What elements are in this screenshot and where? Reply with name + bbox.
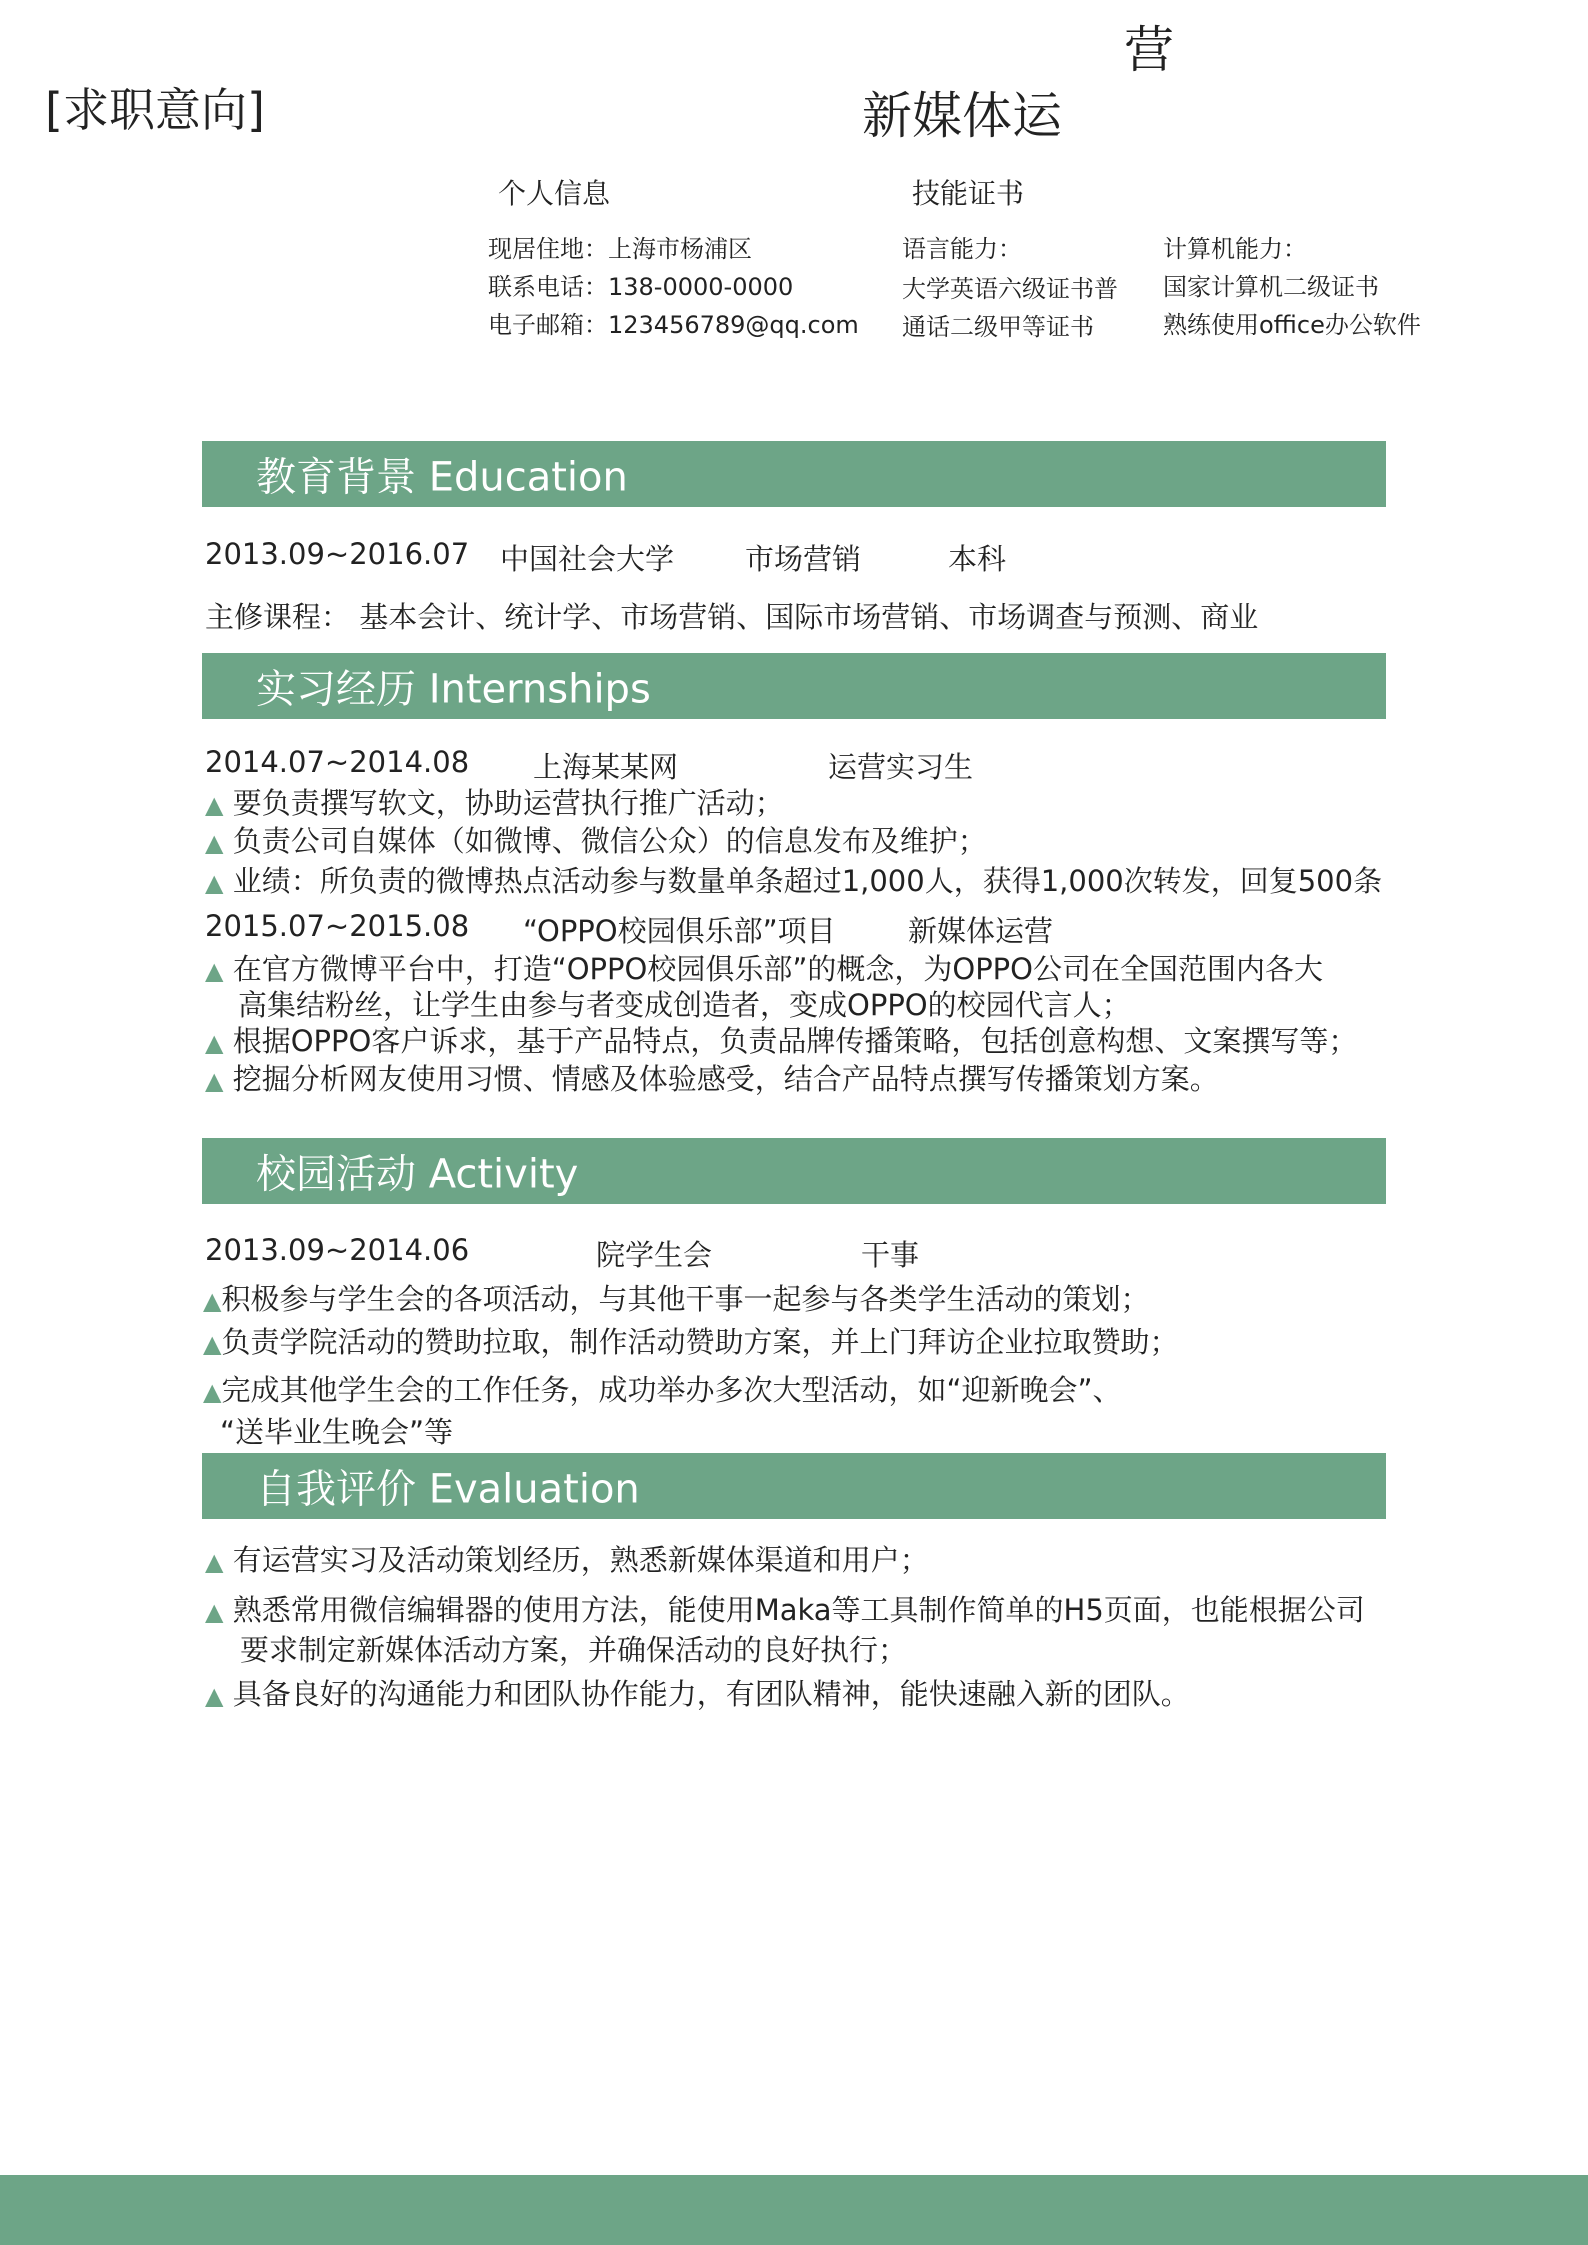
- triangle-bullet-icon: ▲: [205, 1548, 224, 1576]
- internship-2-bullet: ▲ 挖掘分析网友使用习惯、情感及体验感受，结合产品特点撰写传播策划方案。: [205, 1062, 1219, 1096]
- triangle-bullet-icon: ▲: [205, 957, 224, 985]
- evaluation-bullet-continued: 要求制定新媒体活动方案，并确保活动的良好执行；: [240, 1633, 908, 1667]
- internships-section-header: [202, 653, 1386, 719]
- triangle-bullet-icon: ▲: [205, 1598, 224, 1626]
- address: 现居住地：上海市杨浦区: [488, 235, 752, 263]
- internship-2-bullet: ▲ 根据OPPO客户诉求，基于产品特点，负责品牌传播策略，包括创意构想、文案撰写等；: [205, 1024, 1358, 1058]
- title-fragment: 营: [1124, 21, 1174, 79]
- job-title: 新媒体运: [862, 87, 1062, 145]
- computer-cert-2: 熟练使用office办公软件: [1163, 311, 1421, 339]
- computer-label: 计算机能力：: [1163, 235, 1307, 263]
- education-school: 中国社会大学: [500, 542, 675, 576]
- triangle-bullet-icon: ▲: [205, 791, 224, 819]
- triangle-bullet-icon: ▲: [205, 829, 224, 857]
- computer-cert-1: 国家计算机二级证书: [1163, 273, 1379, 301]
- activity-bullet-continued: “送毕业生晚会”等: [220, 1415, 454, 1449]
- language-cert-1: 大学英语六级证书普: [902, 275, 1118, 303]
- evaluation-bullet: ▲ 具备良好的沟通能力和团队协作能力，有团队精神，能快速融入新的团队。: [205, 1677, 1190, 1711]
- activity-heading: 校园活动 Activity: [256, 1151, 579, 1198]
- internship-1-bullet: ▲ 业绩：所负责的微博热点活动参与数量单条超过1,000人，获得1,000次转发，回复500条: [205, 864, 1383, 898]
- personal-info-heading: 个人信息: [498, 177, 611, 210]
- internships-heading: 实习经历 Internships: [256, 666, 651, 713]
- education-section-header: [202, 441, 1386, 507]
- internship-1-org: 上海某某网: [533, 750, 679, 784]
- activity-period: 2013.09~2014.06: [205, 1233, 470, 1267]
- education-period: 2013.09~2016.07: [205, 537, 470, 571]
- footer-band: [0, 2175, 1588, 2245]
- activity-bullet: ▲完成其他学生会的工作任务，成功举办多次大型活动，如“迎新晚会”、: [203, 1373, 1122, 1407]
- education-heading: 教育背景 Education: [256, 454, 628, 501]
- evaluation-bullet: ▲ 熟悉常用微信编辑器的使用方法，能使用Maka等工具制作简单的H5页面，也能根据公司: [205, 1593, 1365, 1627]
- triangle-bullet-icon: ▲: [205, 869, 224, 897]
- education-major: 市场营销: [745, 542, 862, 576]
- language-label: 语言能力：: [902, 235, 1022, 263]
- activity-bullet: ▲负责学院活动的赞助拉取，制作活动赞助方案，并上门拜访企业拉取赞助；: [203, 1325, 1179, 1359]
- activity-org: 院学生会: [596, 1238, 713, 1272]
- internship-1-bullet: ▲ 要负责撰写软文，协助运营执行推广活动；: [205, 786, 784, 820]
- activity-section-header: [202, 1138, 1386, 1204]
- triangle-bullet-icon: ▲: [205, 1682, 224, 1710]
- evaluation-section-header: [202, 1453, 1386, 1519]
- job-intent-label: [求职意向]: [45, 83, 265, 137]
- evaluation-bullet: ▲ 有运营实习及活动策划经历，熟悉新媒体渠道和用户；: [205, 1543, 929, 1577]
- triangle-bullet-icon: ▲: [203, 1287, 222, 1315]
- skills-heading: 技能证书: [912, 177, 1025, 210]
- evaluation-heading: 自我评价 Evaluation: [256, 1466, 640, 1513]
- internship-2-period: 2015.07~2015.08: [205, 909, 470, 943]
- activity-role: 干事: [861, 1238, 920, 1272]
- activity-bullet: ▲积极参与学生会的各项活动，与其他干事一起参与各类学生活动的策划；: [203, 1282, 1150, 1316]
- internship-1-role: 运营实习生: [828, 750, 974, 784]
- internship-2-bullet: ▲ 在官方微博平台中，打造“OPPO校园俱乐部”的概念，为OPPO公司在全国范围内各大: [205, 952, 1323, 986]
- internship-2-org: “OPPO校园俱乐部”项目: [523, 914, 836, 948]
- education-courses: 主修课程： 基本会计、统计学、市场营销、国际市场营销、市场调查与预测、商业: [205, 600, 1259, 634]
- internship-2-role: 新媒体运营: [908, 914, 1054, 948]
- internship-1-bullet: ▲ 负责公司自媒体（如微博、微信公众）的信息发布及维护；: [205, 824, 987, 858]
- email: 电子邮箱：123456789@qq.com: [488, 311, 859, 339]
- triangle-bullet-icon: ▲: [205, 1067, 224, 1095]
- education-degree: 本科: [948, 542, 1007, 576]
- language-cert-2: 通话二级甲等证书: [902, 313, 1094, 341]
- triangle-bullet-icon: ▲: [205, 1029, 224, 1057]
- triangle-bullet-icon: ▲: [203, 1378, 222, 1406]
- triangle-bullet-icon: ▲: [203, 1330, 222, 1358]
- internship-2-bullet-continued: 高集结粉丝，让学生由参与者变成创造者，变成OPPO的校园代言人；: [238, 988, 1131, 1022]
- phone: 联系电话：138-0000-0000: [488, 273, 794, 301]
- internship-1-period: 2014.07~2014.08: [205, 745, 470, 779]
